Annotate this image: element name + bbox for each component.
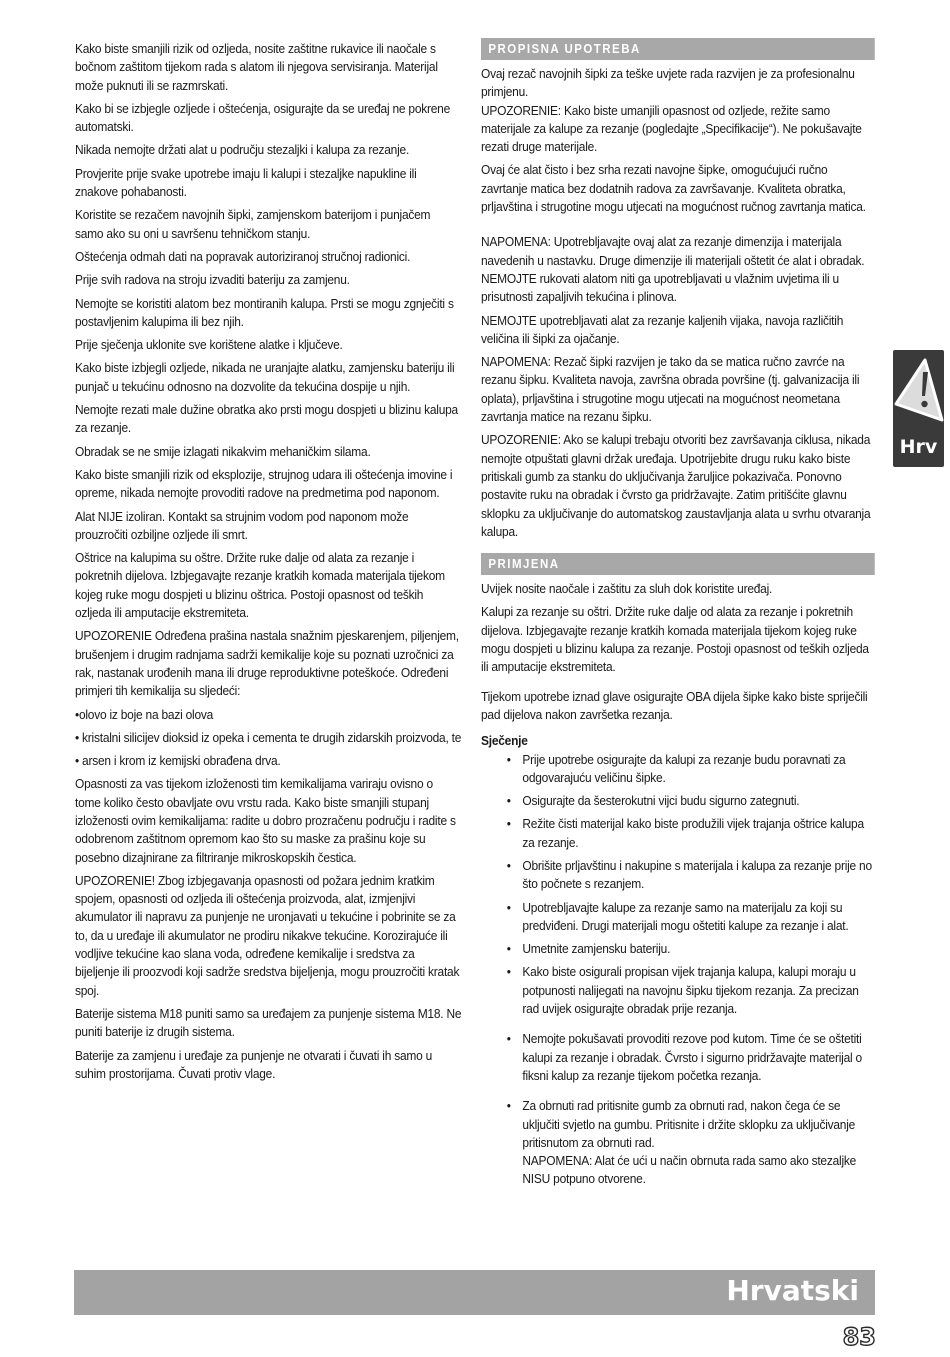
list-item [481,857,875,894]
list-item-text: Za obrnuti rad pritisnite gumb za obrnuti rad, nakon čega će se uključiti svjetlo na gumbu. Pritisnite i držite sklopku za uključivanje pritisnutom za obrnuti rad. [522,1098,856,1150]
warning-paragraph: UPOZORENIE: Kako biste umanjili opasnost od ozljede, režite samo materijale za kalupe za rezanje (pogledajte „Specifikacije“). Ne pokušavajte rezati druge materijale. [481,102,862,155]
note-paragraph: NAPOMENA: Rezač šipki razvijen je tako da se matica ručno zavrće na rezanu šipku. Kvaliteta navoja, završna obrada površine (tj. galvanizacija ili oplata), prljavština i strugotine mogu utjecati na mogućnost neometana zavrtanja matice na rezanu šipku. [481,354,860,425]
paragraph: Kalupi za rezanje su oštri. Držite ruke dalje od alata za rezanje i pokretnih dijelova. Izbjegavajte rezanje kratkih komada materijala tijekom kojeg ruke mogu dospjeti u blizinu kalupa za rezanje. Postoji opasnost od teških ozljeda ili amputacije ekstremiteta. [481,604,869,675]
list-item-text: Prije upotrebe osigurajte da kalupi za rezanje budu poravnati za odgovarajuću veličinu šipke. [522,751,846,785]
paragraph: Tijekom upotrebe iznad glave osigurajte OBA dijela šipke kako biste spriječili pad dijelova nakon završetka rezanja. [481,688,868,722]
list-item-text: Osigurajte da šesterokutni vijci budu sigurno zategnuti. [522,793,800,809]
paragraph: Baterije za zamjenu i uređaje za punjenje ne otvarati i čuvati ih samo u suhim prostorijama. Čuvati protiv vlage. [75,1047,433,1081]
list-item [481,1030,875,1085]
page-number: 83 [842,1323,876,1351]
warning-paragraph: UPOZORENIE Određena prašina nastala snažnim pjeskarenjem, piljenjem, brušenjem i drugim radnjama sadrži kemikalije koje su poznati uzročnici za rak, nastanak urođenih mana ili druge reproduktivne poteškoće. Određeni primjeri tih kemikalija su sljedeći: [75,628,459,699]
list-item-text: Kako biste osigurali propisan vijek trajanja kalupa, kalupi moraju u potpunosti nalijegati na navojnu šipku tijekom rezanja. Za precizan rad uvijek osigurajte obradak prije rezanja. [522,964,859,1017]
paragraph: Kako biste izbjegli ozljede, nikada ne uranjajte alatku, zamjensku bateriju ili punjač u tekućinu odnosno na dozvolite da tekućina dospije u njih. [75,360,455,394]
paragraph: NEMOJTE upotrebljavati alat za rezanje kaljenih vijaka, navoja različitih veličina ili šipki za ojačanje. [481,312,844,346]
footer-bar [74,1270,875,1315]
list-item [481,815,875,852]
section-heading-primjena: PRIMJENA [481,553,875,575]
bullet: • [506,899,511,915]
bullet: • [506,964,511,980]
list-item-text: Umetnite zamjensku bateriju. [522,941,671,957]
list-item [481,1097,875,1188]
list-item [481,963,875,1018]
paragraph: Kako bi se izbjegle ozljede i oštećenja, osigurajte da se uređaj ne pokrene automatski. [75,100,451,135]
paragraph: Kako biste smanjili rizik od ozljeda, nosite zaštitne rukavice ili naočale s bočnom zaštitom tijekom rada s alatom ili njegova servisiranja. Materijal može puknuti ili se razmrskati. [75,41,438,93]
paragraph: Prije sječenja uklonite sve korištene alatke i ključeve. [75,337,343,353]
bullet: • [506,816,511,832]
paragraph: Obradak se ne smije izlagati nikakvim mehaničkim silama. [75,443,371,459]
spacer [481,221,875,233]
paragraph: Alat NIJE izoliran. Kontakt sa strujnim vodom pod naponom može prouzročiti ozbiljne ozljede ili smrt. [75,508,409,542]
bullet: • [506,1098,511,1114]
section-heading-propisna-upotreba: PROPISNA UPOTREBA [481,38,875,60]
list-item-text: Obrišite prljavštinu i nakupine s materijala i kalupa za rezanje prije no što počnete s rezanjem. [522,857,872,892]
language-side-tab [893,350,944,467]
left-column [75,40,461,1088]
paragraph: Prije svih radova na stroju izvaditi bateriju za zamjenu. [75,272,350,288]
paragraph: Nikada nemojte držati alat u području stezaljki i kalupa za rezanje. [75,142,410,158]
list-item: •olovo iz boje na bazi olova [75,706,214,722]
paragraph: Provjerite prije svake upotrebe imaju li kalupi i stezaljke napukline ili znakove pohabanosti. [75,165,417,200]
paragraph: Ovaj će alat čisto i bez srha rezati navojne šipke, omogućujući ručno zavrtanje matica bez dodatnih radova za završavanje. Kvaliteta obratka, prljavština i strugotine mogu utjecati na mogućnost ručnog zavrtanja matica. [481,162,866,215]
paragraph: Uvijek nosite naočale i zaštitu za sluh dok koristite uređaj. [481,581,773,597]
bullet: • [506,751,511,767]
bullet-list [481,751,875,1189]
language-code: Hrv [899,436,938,458]
footer-language-title: Hrvatski [726,1274,859,1307]
paragraph: Ovaj rezač navojnih šipki za teške uvjete rada razvijen je za profesionalnu primjenu. [481,66,855,100]
warning-paragraph: UPOZORENIE! Zbog izbjegavanja opasnosti od požara jednim kratkim spojem, opasnosti od ozljeda ili oštećenja proizvoda, alat, izmjenjivi akumulator ili napravu za punjenje ne uronjavati u tekućine i pobrinite se za to, da u uređaje ili akumulator ne prodiru nikakve tekućine. Korozirajuće ili vodljive tekućine kao slana voda, određene kemikalije i sredstva za bijeljenje ili proozvodi koji sadrže sredstva bijeljenja, mogu prouzročiti kratak spoj. [75,872,460,998]
bullet: • [506,857,511,873]
bullet: • [506,941,511,957]
subheading-sjecenje: Sječenje [481,733,528,749]
note-paragraph: NAPOMENA: Upotrebljavajte ovaj alat za rezanje dimenzija i materijala navedenih u nastavku. Druge dimenzije ili materijali oštetit će alat i obradak. [481,234,865,268]
paragraph: Opasnosti za vas tijekom izloženosti tim kemikalijama variraju ovisno o tome koliko često obavljate ovu vrstu rada. Kako biste smanjili stupanj izloženosti ovim kemikalijama: radite u dobro prozračenu području i radite s odobrenom zaštitnom opremom kao što su maske za prašinu koje su posebno dizajnirane za filtriranje mikroskopskih čestica. [75,776,456,865]
paragraph: Oštećenja odmah dati na popravak autoriziranoj stručnoj radionici. [75,248,411,264]
bullet: • [506,793,511,809]
paragraph: Oštrice na kalupima su oštre. Držite ruke dalje od alata za rezanje i pokretnih dijelova. Izbjegavajte rezanje kratkih komada materijala tijekom kojeg ruke mogu dospjeti u blizinu oštrica. Postoji opasnost od teških ozljeda ili amputacije ekstremiteta. [75,550,445,621]
list-item: • kristalni silicijev dioksid iz opeka i cementa te drugih zidarskih proizvoda, te [75,729,462,745]
paragraph: Nemojte rezati male dužine obratka ako prsti mogu dospjeti u blizinu kalupa za rezanje. [75,402,458,436]
list-item [481,899,875,936]
right-column [481,38,875,1194]
list-item-text: Nemojte pokušavati provoditi rezove pod kutom. Time će se oštetiti kalupi za rezanje i obradak. Čvrsto i sigurno pridržavajte materijal o fiksni kalup za rezanje tijekom početka rezanja. [522,1031,862,1083]
paragraph: Koristite se rezačem navojnih šipki, zamjenskom baterijom i punjačem samo ako su oni u savršenu tehničkom stanju. [75,207,431,241]
warning-icon [893,354,944,434]
list-item [481,792,875,810]
paragraph: NEMOJTE rukovati alatom niti ga upotrebljavati u vlažnim uvjetima ili u prisutnosti zapaljivih tekućina i plinova. [481,270,839,305]
list-item [481,940,875,958]
paragraph: Baterije sistema M18 puniti samo sa uređajem za punjenje sistema M18. Ne puniti baterije iz drugih sistema. [75,1005,462,1040]
list-item-text: Upotrebljavajte kalupe za rezanje samo na materijalu za koji su predviđeni. Drugi materijali mogu oštetiti kalupe za rezanje i alat. [522,899,849,933]
bullet: • [506,1031,511,1047]
list-item-text: Režite čisti materijal kako biste produžili vijek trajanja oštrice kalupa za rezanje. [522,816,864,850]
list-item [481,751,875,788]
warning-paragraph: UPOZORENIE: Ako se kalupi trebaju otvoriti bez završavanja ciklusa, nikada nemojte otpuštati glavni držak uređaja. Upotrijebite drugu ruku kako biste pritiskali gumb za stanku do uključivanja žaruljice pokazivača. Ponovno postavite ruku na obradak i čvrsto ga pridržavajte. Zatim pritišćite glavnu sklopku za uključivanje do automatskog zaustavljanja alata u svrhu otvaranja kalupa. [481,432,871,539]
paragraph: Kako biste smanjili rizik od eksplozije, strujnog udara ili oštećenja imovine i opreme, nikada nemojte provoditi radove na predmetima pod naponom. [75,466,453,501]
note-text: NAPOMENA: Alat će ući u način obrnuta rada samo ako stezaljke NISU potpuno otvorene. [522,1153,857,1187]
list-item: • arsen i krom iz kemijski obrađena drva. [75,753,281,769]
paragraph: Nemojte se koristiti alatom bez montiranih kalupa. Prsti se mogu zgnječiti s postavljenim kalupima ili bez njih. [75,295,454,329]
